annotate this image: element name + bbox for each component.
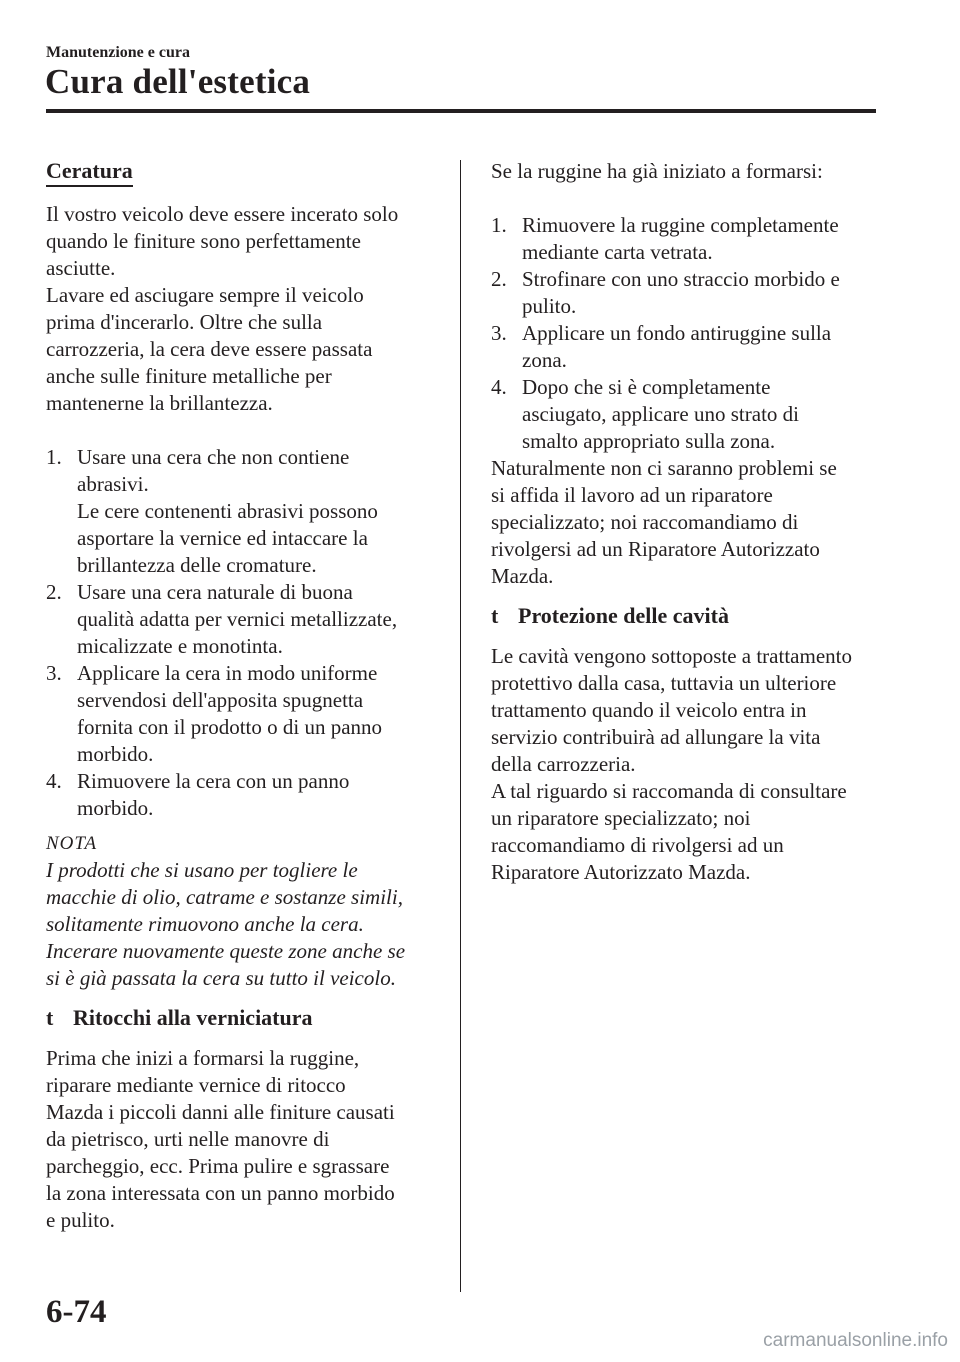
text-line: qualità adatta per vernici metallizzate, xyxy=(77,607,398,631)
text-line: Applicare la cera in modo uniforme xyxy=(77,661,378,685)
text-line: morbido. xyxy=(77,742,154,766)
list-item xyxy=(46,768,446,822)
text-line: e pulito. xyxy=(46,1208,115,1232)
section-bullet-icon: t xyxy=(491,603,499,628)
step-number: 2. xyxy=(46,580,62,604)
text-line: la zona interessata con un panno morbido xyxy=(46,1181,395,1205)
text-line: Applicare un fondo antiruggine sulla xyxy=(522,321,832,345)
text-line: Dopo che si è completamente xyxy=(522,375,771,399)
text-line: rivolgersi ad un Riparatore Autorizzato xyxy=(491,537,820,561)
text-line: Le cere contenenti abrasivi possono xyxy=(77,499,378,523)
ceratura-steps xyxy=(46,444,446,822)
text-line: Naturalmente non ci saranno problemi se xyxy=(491,456,837,480)
right-column xyxy=(491,158,889,886)
text-line: mantenerne la brillantezza. xyxy=(46,391,273,415)
step-number: 3. xyxy=(491,321,507,345)
text-line: zona. xyxy=(522,348,567,372)
text-line: mediante carta vetrata. xyxy=(522,240,713,264)
text-line: asciutte. xyxy=(46,256,116,280)
left-column xyxy=(46,158,446,1234)
text-line: Lavare ed asciugare sempre il veicolo xyxy=(46,283,364,307)
page-title: Cura dell'estetica xyxy=(45,62,311,101)
text-line: Usare una cera che non contiene xyxy=(77,445,350,469)
text-line: un riparatore specializzato; noi xyxy=(491,806,751,830)
watermark: carmanualsonline.info xyxy=(763,1330,948,1351)
ceratura-title: Ceratura xyxy=(46,158,133,187)
section-label: Manutenzione e cura xyxy=(46,44,190,61)
list-item xyxy=(46,444,446,579)
text-line: si affida il lavoro ad un riparatore xyxy=(491,483,773,507)
rust-intro: Se la ruggine ha già iniziato a formarsi: xyxy=(491,159,823,183)
text-line: brillantezza delle cromature. xyxy=(77,553,317,577)
text-line: della carrozzeria. xyxy=(491,752,636,776)
text-line: carrozzeria, la cera deve essere passata xyxy=(46,337,373,361)
list-item xyxy=(491,320,889,374)
list-item xyxy=(46,579,446,660)
text-line: servendosi dell'apposita spugnetta xyxy=(77,688,364,712)
list-item xyxy=(491,374,889,455)
cavita-heading xyxy=(491,602,889,629)
step-number: 1. xyxy=(491,213,507,237)
text-line: fornita con il prodotto o di un panno xyxy=(77,715,383,739)
text-line: Il vostro veicolo deve essere incerato solo xyxy=(46,202,399,226)
ritocchi-title: Ritocchi alla verniciatura xyxy=(73,1005,313,1030)
text-line: parcheggio, ecc. Prima pulire e sgrassare xyxy=(46,1154,390,1178)
cavita-body xyxy=(491,643,889,886)
text-line: asportare la vernice ed intaccare la xyxy=(77,526,368,550)
text-line: I prodotti che si usano per togliere le xyxy=(46,858,358,882)
text-line: prima d'incerarlo. Oltre che sulla xyxy=(46,310,323,334)
text-line: pulito. xyxy=(522,294,577,318)
text-line: Prima che inizi a formarsi la ruggine, xyxy=(46,1046,360,1070)
step-number: 3. xyxy=(46,661,62,685)
step-number: 1. xyxy=(46,445,62,469)
list-item xyxy=(491,266,889,320)
text-line: Riparatore Autorizzato Mazda. xyxy=(491,860,751,884)
text-line: Mazda. xyxy=(491,564,554,588)
text-line: Usare una cera naturale di buona xyxy=(77,580,353,604)
text-line: asciugato, applicare uno strato di xyxy=(522,402,799,426)
text-line: abrasivi. xyxy=(77,472,149,496)
step-number: 2. xyxy=(491,267,507,291)
rust-outro xyxy=(491,455,889,590)
text-line: Rimuovere la cera con un panno xyxy=(77,769,350,793)
text-line: anche sulle finiture metalliche per xyxy=(46,364,332,388)
text-line: protettivo dalla casa, tuttavia un ulteriore xyxy=(491,671,837,695)
ceratura-intro xyxy=(46,201,446,417)
header-divider xyxy=(46,109,876,113)
text-line: Le cavità vengono sottoposte a trattamento xyxy=(491,644,852,668)
cavita-title: Protezione delle cavità xyxy=(518,603,729,628)
text-line: trattamento quando il veicolo entra in xyxy=(491,698,807,722)
step-number: 4. xyxy=(46,769,62,793)
text-line: raccomandiamo di rivolgersi ad un xyxy=(491,833,784,857)
ritocchi-body xyxy=(46,1045,446,1234)
text-line: morbido. xyxy=(77,796,154,820)
rust-steps xyxy=(491,212,889,455)
text-line: solitamente rimuovono anche la cera. xyxy=(46,912,364,936)
text-line: Strofinare con uno straccio morbido e xyxy=(522,267,840,291)
text-line: specializzato; noi raccomandiamo di xyxy=(491,510,799,534)
list-item xyxy=(491,212,889,266)
text-line: Mazda i piccoli danni alle finiture causati xyxy=(46,1100,395,1124)
column-divider xyxy=(460,160,461,1292)
page-number: 6-74 xyxy=(46,1294,107,1330)
text-line: servizio contribuirà ad allungare la vita xyxy=(491,725,821,749)
text-line: Rimuovere la ruggine completamente xyxy=(522,213,839,237)
list-item xyxy=(46,660,446,768)
step-number: 4. xyxy=(491,375,507,399)
text-line: da pietrisco, urti nelle manovre di xyxy=(46,1127,330,1151)
text-line: riparare mediante vernice di ritocco xyxy=(46,1073,346,1097)
text-line: si è già passata la cera su tutto il veicolo. xyxy=(46,966,396,990)
note-text xyxy=(46,857,446,992)
text-line: macchie di olio, catrame e sostanze simili, xyxy=(46,885,403,909)
note-label: NOTA xyxy=(46,833,98,854)
ritocchi-heading xyxy=(46,1004,446,1031)
text-line: Incerare nuovamente queste zone anche se xyxy=(46,939,406,963)
text-line: A tal riguardo si raccomanda di consultare xyxy=(491,779,847,803)
text-line: micalizzate e monotinta. xyxy=(77,634,283,658)
section-bullet-icon: t xyxy=(46,1005,54,1030)
text-line: smalto appropriato sulla zona. xyxy=(522,429,776,453)
text-line: quando le finiture sono perfettamente xyxy=(46,229,361,253)
